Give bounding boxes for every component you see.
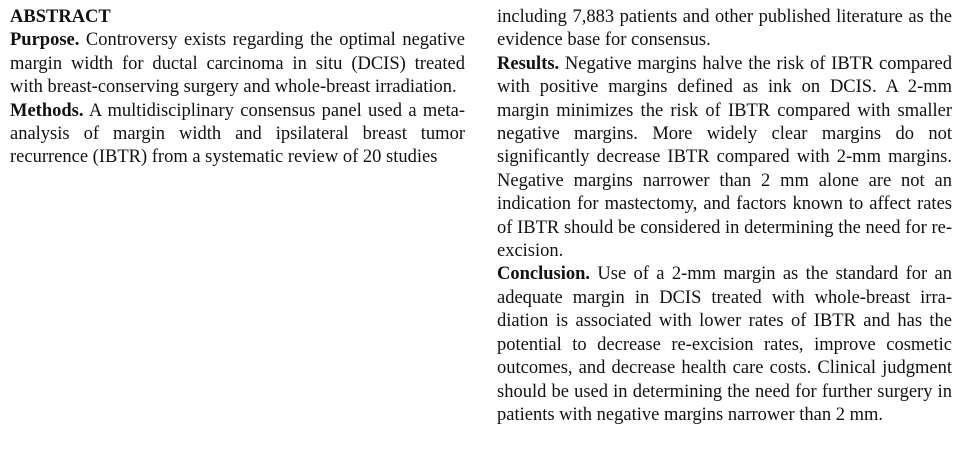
methods-text-part-2: including 7,883 patients and other published literature as the evidence base for consensus. bbox=[497, 7, 952, 51]
right-column bbox=[497, 6, 952, 427]
methods-paragraph bbox=[10, 100, 465, 170]
results-label: Results. bbox=[497, 53, 560, 74]
methods-label: Methods. bbox=[10, 100, 84, 121]
conclusion-text: Use of a 2-mm margin as the standard for an adequate margin in DCIS treated with whole-breast irradiation is associated with lower rates of IBTR and has the potential to decrease re-excision rates, improve cosmetic outcomes, and decrease health care costs. Clinical judgment should be used in determining the need for further surgery in patients with negative margins narrower than 2 mm. bbox=[497, 264, 952, 425]
abstract-heading: ABSTRACT bbox=[10, 7, 111, 27]
methods-continued bbox=[497, 6, 952, 53]
purpose-text: Controversy exists regarding the optimal negative margin width for ductal carcinoma in situ (DCIS) treated with breast-conserving surgery and whole-breast irradiation. bbox=[10, 30, 465, 98]
purpose-paragraph bbox=[10, 29, 465, 99]
results-text: Negative margins halve the risk of IBTR compared with positive margins defined as ink on DCIS. A 2-mm margin minimizes the risk of IBTR compared with smaller negative margins. More widely clear margins do not significantly decrease IBTR compared with 2-mm margins. Negative margins narrower than 2 mm alone are not an indication for mastectomy, and factors known to affect rates of IBTR should be considered in determining the need for re-excision. bbox=[497, 53, 952, 262]
left-column bbox=[10, 6, 465, 170]
conclusion-label: Conclusion. bbox=[497, 264, 591, 285]
purpose-label: Purpose. bbox=[10, 30, 80, 51]
conclusion-paragraph bbox=[497, 263, 952, 427]
results-paragraph bbox=[497, 53, 952, 264]
methods-text-part-1: A multidisciplinary consensus panel used a meta-analysis of margin width and ipsilateral breast tumor recurrence (IBTR) from a systematic review of 20 studies bbox=[10, 100, 465, 168]
